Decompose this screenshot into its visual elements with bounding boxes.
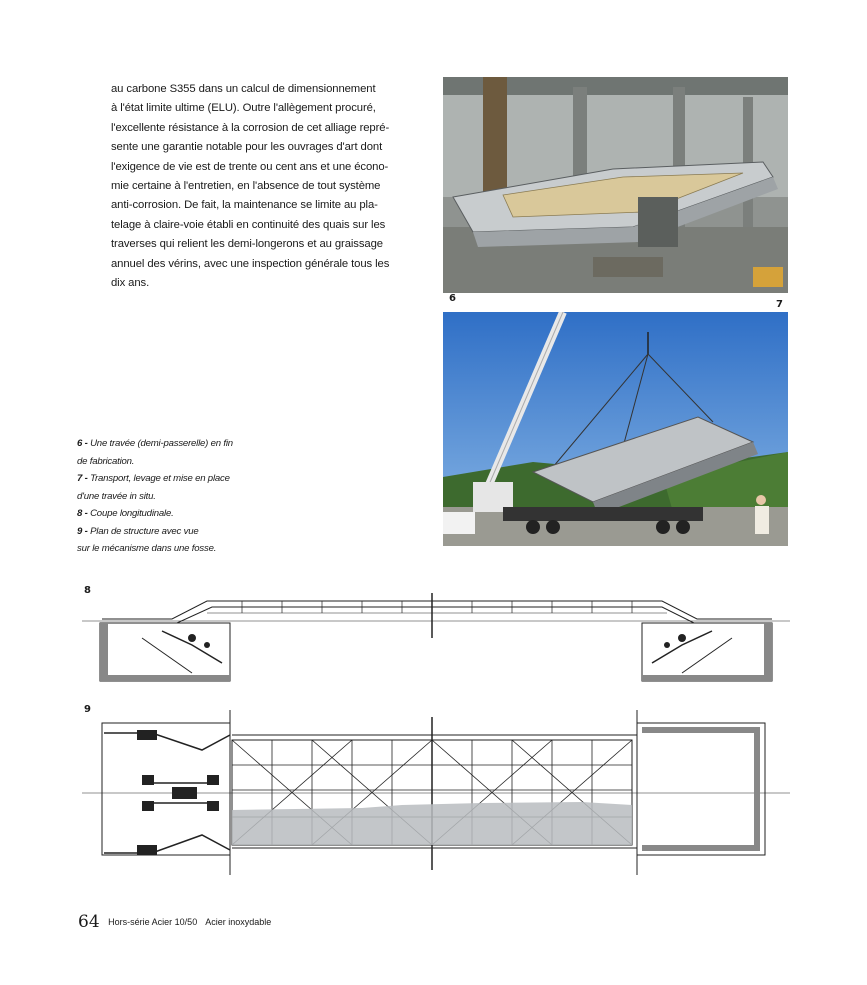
- publication-name: Hors-série Acier 10/50: [108, 917, 198, 927]
- crane-illustration: [443, 312, 788, 546]
- body-line: l'excellente résistance à la corrosion de cet alliage repré-: [111, 121, 390, 134]
- figure-captions: [77, 435, 287, 558]
- caption-9-number: 9 -: [77, 525, 88, 537]
- body-line: l'exigence de vie est de trente ou cent ans et une écono-: [111, 160, 389, 173]
- drawing-structural-plan: [82, 705, 790, 885]
- photo-workshop-span: [443, 77, 788, 293]
- caption-6-continued: de fabrication.: [77, 455, 135, 467]
- caption-6-text: Une travée (demi-passerelle) en fin: [90, 438, 233, 449]
- figure-number-6: 6: [449, 293, 456, 304]
- figure-number-8: 8: [84, 585, 91, 596]
- caption-8: [77, 505, 287, 523]
- caption-6: [77, 435, 287, 453]
- body-line: traverses qui relient les demi-longerons et au graissage: [111, 238, 383, 251]
- caption-9-text: Plan de structure avec vue: [90, 525, 199, 537]
- caption-8-number: 8 -: [77, 508, 88, 519]
- body-line: à l'état limite ultime (ELU). Outre l'allègement procuré,: [111, 102, 376, 115]
- figure-number-7: 7: [776, 299, 783, 310]
- body-line: au carbone S355 dans un calcul de dimensionnement: [111, 83, 376, 95]
- body-paragraph: [111, 80, 424, 293]
- caption-7: [77, 470, 287, 488]
- section-drawing: [82, 583, 790, 693]
- caption-6-number: 6 -: [77, 438, 88, 449]
- page-number: 64: [78, 912, 100, 932]
- page-footer: [78, 912, 271, 932]
- body-line: mie certaine à l'entretien, en l'absence de tout système: [111, 180, 381, 193]
- workshop-illustration: [443, 77, 788, 293]
- caption-9: [77, 523, 287, 541]
- body-line: anti-corrosion. De fait, la maintenance se limite au pla-: [111, 199, 378, 212]
- caption-7-number: 7 -: [77, 473, 88, 484]
- body-line: sente une garantie notable pour les ouvrages d'art dont: [111, 141, 383, 154]
- caption-9-continued: sur le mécanisme dans une fosse.: [77, 543, 217, 554]
- body-line: dix ans.: [111, 277, 150, 290]
- caption-7-continued: d'une travée in situ.: [77, 490, 156, 502]
- caption-7-text: Transport, levage et mise en place: [90, 473, 230, 484]
- body-line: annuel des vérins, avec une inspection générale tous les: [111, 257, 390, 270]
- caption-8-text: Coupe longitudinale.: [90, 508, 174, 519]
- drawing-longitudinal-section: [82, 583, 790, 693]
- section-name: Acier inoxydable: [205, 917, 272, 927]
- body-line: telage à claire-voie établi en continuité des quais sur les: [111, 218, 386, 231]
- photo-crane-lifting: [443, 312, 788, 546]
- figure-number-9: 9: [84, 704, 91, 715]
- plan-drawing: [82, 705, 790, 885]
